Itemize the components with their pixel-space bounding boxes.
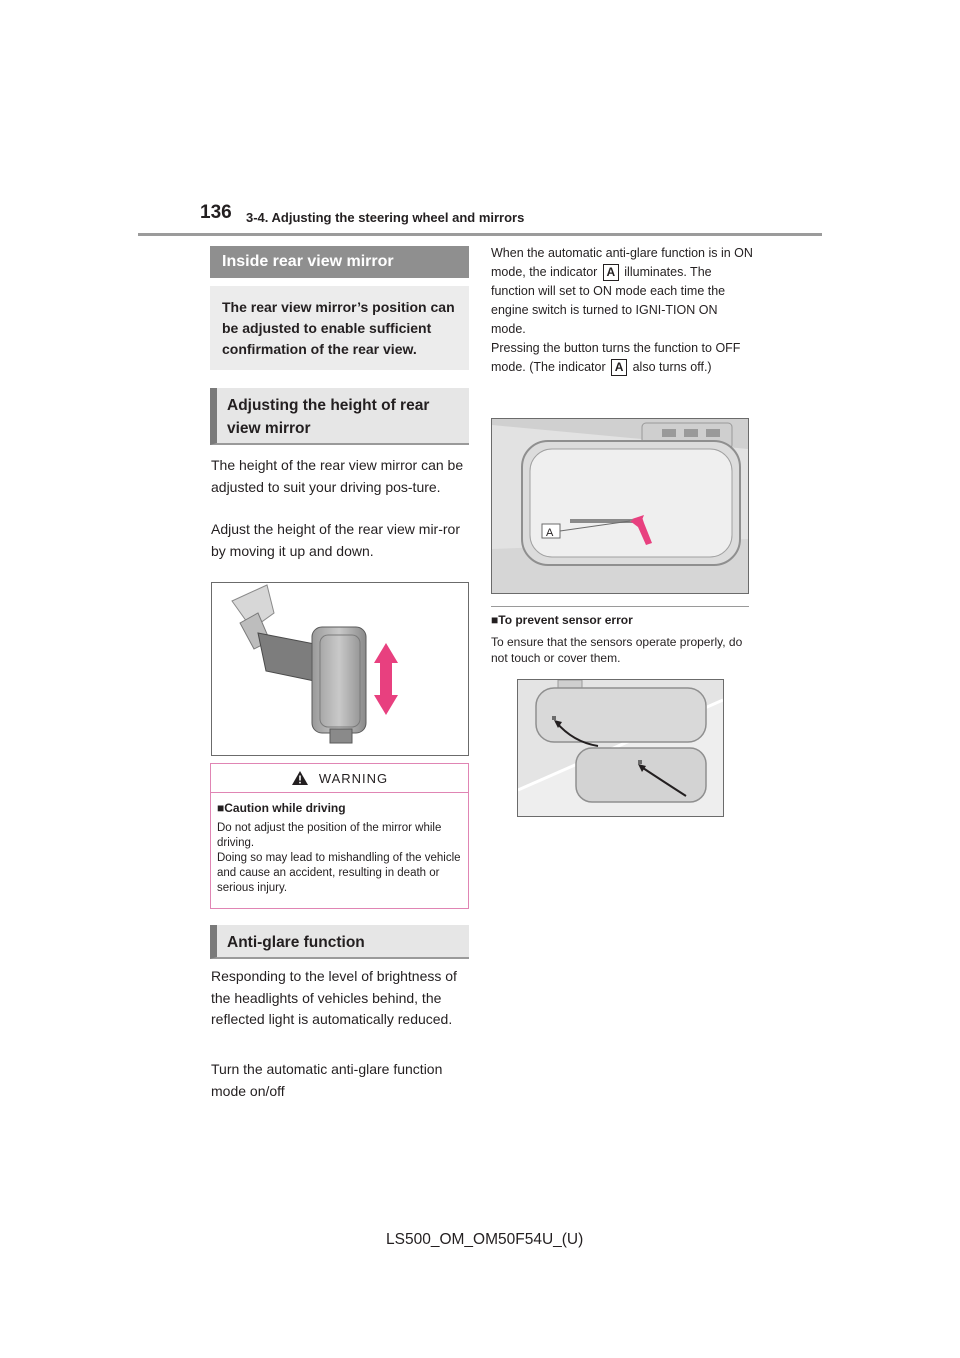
warning-header [211, 764, 468, 793]
paragraph-indicator [491, 244, 753, 377]
heading-adjust-height: Adjusting the height of rear view mirror [210, 388, 469, 445]
indicator-text-1: When the automatic anti-glare function is in ON mode, the indicator [491, 246, 753, 279]
warning-subtitle: ■Caution while driving [217, 801, 346, 815]
paragraph-turn-on-off: Turn the automatic anti-glare function mode on/off [211, 1061, 443, 1099]
indicator-text-2: illuminates. The function will set to ON mode each time the engine switch is turned to IGNI-TION ON mode. [491, 265, 726, 336]
heading-inside-mirror: Inside rear view mirror [210, 246, 469, 278]
indicator-a-icon-2: A [611, 359, 627, 376]
figure-sensors [517, 679, 724, 817]
divider-rule [491, 606, 749, 607]
section-title: 3-4. Adjusting the steering wheel and mirrors [246, 210, 525, 225]
footer-code: LS500_OM_OM50F54U_(U) [386, 1231, 584, 1248]
paragraph-brightness: Responding to the level of brightness of the headlights of vehicles behind, the reflected light is automatically reduced. [211, 968, 457, 1027]
summary-box: The rear view mirror’s position can be adjusted to enable sufficient confirmation of the rear view. [210, 286, 469, 370]
indicator-text-4: also turns off.) [632, 360, 712, 374]
warning-text-1: Do not adjust the position of the mirror while driving. [217, 822, 442, 849]
anti-glare-mirror-illustration [492, 419, 748, 593]
up-down-arrow-icon [374, 643, 398, 715]
figure-anti-glare-button [491, 418, 749, 594]
paragraph-height: The height of the rear view mirror can be adjusted to suit your driving pos-ture. [211, 457, 464, 495]
indicator-a-icon: A [603, 264, 619, 281]
warning-text-2: Doing so may lead to mishandling of the vehicle and cause an accident, resulting in death or serious injury. [217, 852, 461, 894]
header-rule [138, 233, 822, 236]
warning-title: WARNING [318, 770, 389, 786]
sub-heading-sensor: ■To prevent sensor error [491, 613, 633, 627]
figure-mirror-height [211, 582, 469, 756]
sensor-text: To ensure that the sensors operate properly, do not touch or cover them. [491, 635, 743, 665]
callout-a-label: A [546, 527, 554, 539]
mirror-height-illustration [212, 583, 468, 755]
heading-anti-glare: Anti-glare function [210, 925, 469, 959]
warning-box [210, 763, 469, 909]
sensor-mirrors-illustration [518, 680, 723, 816]
page-number: 136 [200, 202, 232, 223]
paragraph-adjust: Adjust the height of the rear view mir-ror by moving it up and down. [211, 521, 460, 559]
indicator-text-3: Pressing the button turns the function to OFF mode. (The indicator [491, 341, 741, 374]
warning-icon [291, 770, 309, 786]
